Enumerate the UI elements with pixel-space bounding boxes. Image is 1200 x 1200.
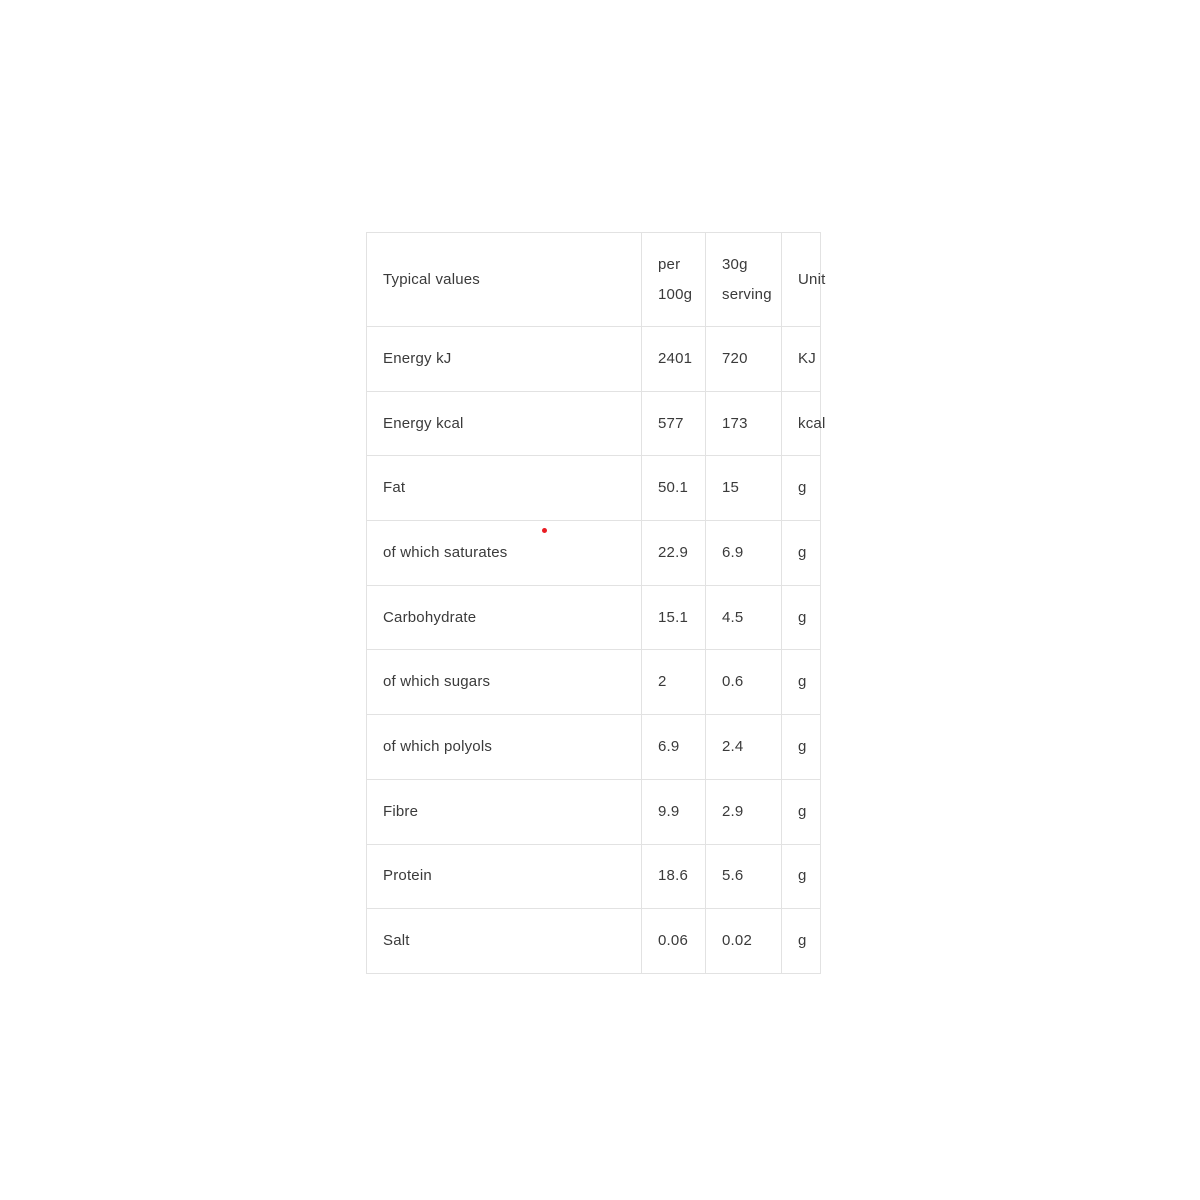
value-serving: 0.6 <box>706 650 782 715</box>
value-serving: 720 <box>706 327 782 392</box>
value-per100: 577 <box>642 391 706 456</box>
row-energy-kj <box>367 327 821 392</box>
row-fibre <box>367 779 821 844</box>
value-unit: g <box>782 585 821 650</box>
row-label: Fat <box>367 456 642 521</box>
nutrition-table-header <box>367 233 826 327</box>
value-per100: 2 <box>642 650 706 715</box>
row-salt <box>367 909 821 974</box>
value-unit: g <box>782 715 821 780</box>
header-row <box>367 233 821 327</box>
row-label: of which sugars <box>367 650 642 715</box>
value-per100: 6.9 <box>642 715 706 780</box>
value-serving: 2.4 <box>706 715 782 780</box>
nutrition-table <box>366 232 826 974</box>
row-label: Energy kcal <box>367 391 642 456</box>
row-carbohydrate <box>367 585 821 650</box>
row-label: Fibre <box>367 779 642 844</box>
value-per100: 2401 <box>642 327 706 392</box>
value-unit: g <box>782 909 821 974</box>
value-unit: g <box>782 650 821 715</box>
row-label: of which saturates <box>367 521 642 586</box>
value-unit: KJ <box>782 327 821 392</box>
value-unit: g <box>782 456 821 521</box>
value-serving: 173 <box>706 391 782 456</box>
value-per100: 18.6 <box>642 844 706 909</box>
col-header-30g-serving: 30g serving <box>706 233 782 327</box>
row-label: of which polyols <box>367 715 642 780</box>
value-unit: g <box>782 779 821 844</box>
value-per100: 15.1 <box>642 585 706 650</box>
col-header-per-100g: per 100g <box>642 233 706 327</box>
value-per100: 50.1 <box>642 456 706 521</box>
row-of-which-sugars <box>367 650 821 715</box>
value-per100: 0.06 <box>642 909 706 974</box>
value-unit: g <box>782 844 821 909</box>
value-serving: 2.9 <box>706 779 782 844</box>
row-energy-kcal <box>367 391 821 456</box>
row-of-which-polyols <box>367 715 821 780</box>
row-label: Salt <box>367 909 642 974</box>
row-label: Energy kJ <box>367 327 642 392</box>
click-marker-dot <box>542 528 547 533</box>
row-fat <box>367 456 821 521</box>
row-of-which-saturates <box>367 521 821 586</box>
col-header-unit: Unit <box>782 233 821 327</box>
value-per100: 9.9 <box>642 779 706 844</box>
row-label: Carbohydrate <box>367 585 642 650</box>
row-label: Protein <box>367 844 642 909</box>
value-unit: kcal <box>782 391 821 456</box>
col-header-typical-values: Typical values <box>367 233 642 327</box>
value-serving: 4.5 <box>706 585 782 650</box>
value-serving: 15 <box>706 456 782 521</box>
row-protein <box>367 844 821 909</box>
value-serving: 0.02 <box>706 909 782 974</box>
nutrition-table-body <box>367 327 826 974</box>
value-per100: 22.9 <box>642 521 706 586</box>
value-serving: 5.6 <box>706 844 782 909</box>
value-serving: 6.9 <box>706 521 782 586</box>
value-unit: g <box>782 521 821 586</box>
